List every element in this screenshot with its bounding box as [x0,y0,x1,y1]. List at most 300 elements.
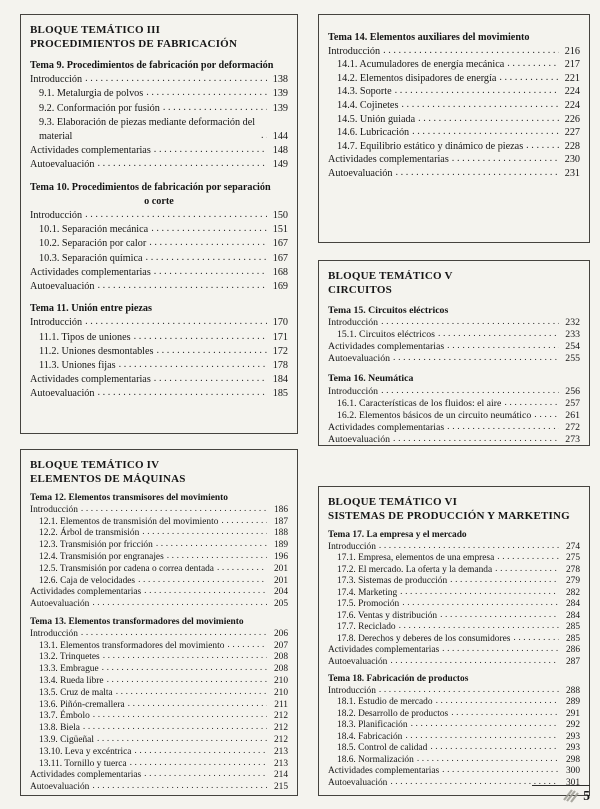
dot-leader [442,644,559,656]
dot-leader [381,385,559,397]
dot-leader [98,157,268,171]
toc-entry-page: 169 [272,281,288,293]
dot-leader [92,781,267,793]
toc-entry-page: 178 [272,360,288,372]
toc-entry-page: 185 [272,388,288,400]
toc-entry-page: 207 [273,640,288,651]
toc-entry [30,116,288,144]
toc-entry-page: 216 [564,45,580,57]
toc-entry-label: 12.4. Transmisión por engranajes [39,551,164,562]
toc-entry-page: 211 [274,699,288,710]
toc-entry [30,345,288,359]
toc-entry-page: 189 [273,540,288,551]
toc-entry [30,87,288,101]
toc-entry-label: 14.5. Unión guiada [337,113,416,125]
toc-entry [328,657,580,669]
toc-entry-page: 167 [272,238,288,250]
toc-entry-label: 17.3. Sistemas de producción [337,576,448,586]
toc-entry-page: 256 [565,385,580,397]
toc-entry-label: 12.3. Transmisión por fricción [39,540,153,551]
toc-entry-label: 11.3. Uniones fijas [39,360,116,372]
bloque-header-line: PROCEDIMIENTOS DE FABRICACIÓN [30,38,238,50]
dot-leader [138,575,267,587]
toc-entry-label: 17.7. Reciclado [337,622,396,632]
tema-title-line: Tema 16. Neumática [328,373,414,385]
dot-leader [507,57,559,71]
toc-entry-label: 18.1. Estudio de mercado [337,697,433,707]
toc-entry-label: 17.1. Empresa, elementos de una empresa [337,553,495,563]
dot-leader [499,71,559,85]
dot-leader [411,719,559,731]
bloque-box-vi [318,486,590,796]
toc-entry-label: Actividades complementarias [328,766,440,776]
toc-entry-label: 13.11. Tornillo y tuerca [39,758,127,769]
toc-entry-label: 17.6. Ventas y distribución [337,610,438,621]
dot-leader [156,539,267,551]
toc-entry-page: 286 [565,645,580,655]
dot-leader [379,685,559,697]
toc-entry-label: Autoevaluación [328,656,388,667]
toc-entry-page: 292 [565,720,580,730]
toc-entry [30,102,288,116]
dot-leader [534,409,559,421]
dot-leader [418,112,559,126]
toc-entry-label: Autoevaluación [328,353,391,365]
toc-entry-label: 13.5. Cruz de malta [39,687,113,698]
toc-entry-page: 172 [272,345,288,357]
toc-entry-page: 284 [565,610,580,621]
toc-entry [328,353,580,365]
toc-entry [328,45,580,59]
tema-section [30,59,288,173]
tema-title [30,59,288,73]
dot-leader [81,504,267,516]
dot-leader [451,708,559,720]
toc-entry-page: 224 [564,99,580,111]
tema-section [328,373,580,446]
toc-entry-page: 212 [273,723,288,734]
dot-leader [400,587,559,599]
toc-entry [328,140,580,154]
dot-leader [134,746,267,758]
toc-entry-page: 254 [565,341,580,353]
dot-leader [144,586,267,598]
dot-leader [98,279,268,293]
toc-entry-page: 255 [565,353,580,365]
toc-entry-label: 13.1. Elementos transformadores del movimiento [39,640,225,651]
bloque-header [328,495,580,523]
toc-entry-page: 204 [273,587,288,598]
toc-entry-page: 233 [565,329,580,341]
toc-entry-label: 11.2. Uniones desmontables [39,345,154,357]
tema-title-line: o corte [144,195,174,207]
toc-entry-page: 149 [272,159,288,171]
tema-section [30,181,288,295]
toc-entry-page: 201 [273,575,288,586]
toc-entry-label: 14.7. Equilibrio estático y dinámico de piezas [337,140,524,152]
toc-entry-page: 196 [273,551,288,562]
dot-leader [130,758,267,770]
dot-leader [107,675,267,687]
bloque-box-v [318,260,590,446]
toc-entry-label: 17.5. Promoción [337,599,400,609]
dot-leader [393,352,559,364]
toc-entry-label: 11.1. Tipos de uniones [39,331,131,343]
toc-entry-page: 208 [273,664,288,675]
tema-title-line: Tema 9. Procedimientos de fabricación por deformación [30,60,274,71]
toc-entry-label: 12.1. Elementos de transmisión del movimiento [39,516,219,527]
toc-entry-label: 13.8. Biela [39,723,80,734]
toc-entry-label: 17.8. Derechos y deberes de los consumidores [337,633,511,644]
dot-leader [447,421,559,433]
toc-entry-label: Autoevaluación [328,777,388,788]
dot-leader [163,101,267,115]
toc-entry-label: 14.3. Soporte [337,86,392,98]
dot-leader [399,621,559,633]
dot-leader [144,769,267,781]
toc-entry [30,144,288,158]
dot-leader [134,330,267,344]
toc-entry-label: 14.4. Cojinetes [337,99,399,111]
toc-entry-page: 144 [272,131,288,143]
tema-title-line: Tema 10. Procedimientos de fabricación por separación [30,181,271,193]
toc-entry [30,331,288,345]
toc-entry-label: 14.1. Acumuladores de energía mecánica [337,59,505,71]
toc-entry-label: 9.3. Elaboración de piezas mediante deformación del material [39,116,256,143]
toc-entry-page: 293 [565,731,580,742]
dot-leader [146,86,267,100]
bloque-header-line: BLOQUE TEMÁTICO III [30,24,161,36]
dot-leader [154,265,267,279]
toc-entry [328,113,580,127]
toc-entry-page: 282 [565,587,580,598]
dot-leader [405,731,559,743]
dot-leader [412,125,559,139]
toc-entry-page: 288 [565,685,580,696]
toc-entry-label: Introducción [328,317,379,329]
dot-leader [442,765,559,777]
toc-entry [30,359,288,373]
toc-entry-page: 273 [565,433,580,445]
toc-entry-label: 12.2. Árbol de transmisión [39,528,140,539]
toc-entry-label: Introducción [30,504,78,515]
toc-entry-page: 300 [565,766,580,776]
toc-entry-label: Introducción [328,45,381,57]
toc-entry-page: 184 [272,374,288,386]
toc-entry-page: 279 [565,576,580,586]
toc-entry-label: 12.6. Caja de velocidades [39,575,136,586]
decorative-mark-icon [562,788,580,803]
toc-entry-page: 171 [272,331,288,343]
toc-entry-page: 188 [273,528,288,539]
dot-leader [85,208,267,222]
dot-leader [154,372,267,386]
toc-entry-page: 210 [273,687,288,698]
dot-leader [396,166,560,180]
dot-leader [495,564,559,576]
toc-entry-label: 10.3. Separación química [39,252,143,264]
toc-entry [328,126,580,140]
dot-leader [513,633,559,645]
dot-leader [430,742,559,754]
toc-entry-label: Autoevaluación [30,281,95,293]
toc-entry-page: 284 [565,599,580,609]
toc-entry-label: Introducción [328,541,376,552]
tema-title-line: Tema 11. Unión entre piezas [30,303,152,315]
toc-entry-label: 12.5. Transmisión por cadena o correa dentada [39,563,214,574]
dot-leader [440,610,559,622]
toc-entry [328,58,580,72]
page-footer [532,785,590,803]
toc-entry-page: 293 [565,743,580,753]
toc-entry-label: 16.2. Elementos básicos de un circuito neumático [337,409,532,421]
toc-entry-page: 205 [273,599,288,610]
toc-entry-label: 13.7. Émbolo [39,711,90,722]
toc-entry-page: 285 [565,633,580,644]
bloque-box-iv [20,449,298,796]
bloque-header-line: BLOQUE TEMÁTICO IV [30,459,160,471]
toc-entry [30,373,288,387]
toc-entry-page: 230 [564,154,580,166]
toc-entry-page: 298 [565,754,580,765]
tema-title-line: Tema 15. Circuitos eléctricos [328,305,449,316]
toc-entry-label: 18.3. Planificación [337,720,408,730]
tema-title [30,181,288,209]
tema-title-line: Tema 13. Elementos transformadores del movimiento [30,616,244,627]
dot-leader [217,563,267,575]
toc-entry-page: 291 [565,708,580,719]
toc-entry-page: 228 [564,140,580,152]
dot-leader [103,651,267,663]
toc-entry-label: Actividades complementarias [328,154,449,166]
dot-leader [402,598,559,610]
tema-title-line: Tema 14. Elementos auxiliares del movimiento [328,32,530,43]
toc-entry [30,209,288,223]
dot-leader [417,754,559,766]
toc-entry [328,434,580,446]
toc-entry [30,599,288,611]
tema-section [328,31,580,181]
toc-entry-page: 232 [565,317,580,329]
toc-entry-label: Actividades complementarias [30,374,151,386]
tema-section [328,674,580,789]
toc-entry-page: 289 [565,697,580,707]
toc-entry [30,387,288,401]
toc-entry-page: 287 [565,656,580,667]
toc-entry-page: 139 [272,88,288,100]
toc-entry-label: Introducción [30,74,83,86]
toc-entry-label: Actividades complementarias [328,645,440,655]
toc-entry-label: Autoevaluación [30,388,95,400]
toc-entry-page: 148 [272,145,288,157]
toc-entry-label: 13.2. Trinquetes [39,652,100,663]
toc-entry-label: 18.5. Control de calidad [337,743,428,753]
toc-entry [328,72,580,86]
bloque-header-line: CIRCUITOS [328,284,392,296]
tema-section [30,617,288,794]
dot-leader [381,316,559,328]
toc-entry [30,266,288,280]
toc-entry [30,316,288,330]
toc-entry-label: 13.10. Leva y excéntrica [39,746,132,757]
toc-entry-page: 275 [565,553,580,563]
toc-entry-label: 14.6. Lubricación [337,127,410,139]
dot-leader [504,397,559,409]
toc-entry-label: 13.3. Embrague [39,664,99,675]
toc-entry-label: 18.4. Fabricación [337,731,403,742]
toc-entry-label: Autoevaluación [30,599,90,610]
toc-entry-page: 212 [273,734,288,745]
dot-leader [146,251,267,265]
dot-leader [447,340,559,352]
dot-leader [119,358,267,372]
toc-entry [328,167,580,181]
toc-entry-label: Introducción [328,685,376,696]
dot-leader [85,315,267,329]
dot-leader [526,139,559,153]
toc-entry-page: 272 [565,421,580,433]
toc-entry-page: 150 [272,210,288,222]
dot-leader [149,236,267,250]
toc-entry [30,280,288,294]
tema-title-line: Tema 12. Elementos transmisores del movimiento [30,493,228,503]
dot-leader [92,598,267,610]
tema-section [328,305,580,365]
dot-leader [151,222,267,236]
dot-leader [154,143,267,157]
toc-entry-page: 138 [272,74,288,86]
dot-leader [93,710,267,722]
bloque-header-line: SISTEMAS DE PRODUCCIÓN Y MARKETING [328,510,570,522]
toc-entry-page: 208 [273,652,288,663]
toc-entry-label: 13.9. Cigüeñal [39,734,94,745]
toc-entry-page: 212 [273,711,288,722]
dot-leader [102,663,267,675]
toc-entry-label: 10.2. Separación por calor [39,238,147,250]
toc-entry-page: 201 [273,563,288,574]
toc-entry-label: Actividades complementarias [328,341,445,353]
toc-entry-page: 186 [273,504,288,515]
toc-entry [328,153,580,167]
dot-leader [379,541,559,553]
dot-leader [436,696,559,708]
bloque-header-line: ELEMENTOS DE MÁQUINAS [30,473,186,485]
toc-entry-page: 231 [564,167,580,179]
toc-entry-page: 285 [565,622,580,632]
toc-entry-label: Introducción [30,628,78,639]
toc-entry-label: 13.6. Piñón-cremallera [39,699,125,710]
tema-title-line: Tema 17. La empresa y el mercado [328,530,467,540]
toc-entry-label: 10.1. Separación mecánica [39,224,149,236]
toc-entry-label: Actividades complementarias [30,587,142,598]
toc-entry-page: 170 [272,317,288,329]
toc-entry-page: 257 [565,397,580,409]
dot-leader [450,575,559,587]
tema-section [30,302,288,401]
toc-entry-page: 210 [273,675,288,686]
bloque-header [328,269,580,297]
toc-entry-label: Actividades complementarias [30,266,151,278]
bloque-header-line: BLOQUE TEMÁTICO VI [328,496,458,508]
toc-entry-label: Autoevaluación [328,167,393,179]
toc-entry-label: 18.2. Desarrollo de productos [337,708,449,719]
dot-leader [395,84,559,98]
toc-entry [30,223,288,237]
toc-entry-label: 17.4. Marketing [337,587,398,598]
dot-leader [81,628,267,640]
toc-entry-label: 15.1. Circuitos eléctricos [337,329,435,341]
toc-entry-page: 187 [273,516,288,527]
toc-entry-page: 139 [272,102,288,114]
tema-title-line: Tema 18. Fabricación de productos [328,674,469,684]
toc-entry [30,782,288,794]
dot-leader [497,552,559,564]
toc-entry [30,158,288,172]
toc-entry-page: 224 [564,86,580,98]
toc-entry-page: 206 [273,628,288,639]
dot-leader [85,72,267,86]
toc-entry-label: Actividades complementarias [30,770,142,781]
toc-entry-page: 214 [273,770,288,781]
toc-entry [30,237,288,251]
toc-entry-page: 261 [565,409,580,421]
toc-entry-label: Actividades complementarias [328,421,445,433]
bloque-header [30,23,288,51]
toc-entry-label: 9.1. Metalurgia de polvos [39,88,144,100]
toc-entry-page: 213 [273,758,288,769]
dot-leader [97,734,267,746]
dot-leader [227,640,267,652]
toc-entry-page: 301 [565,777,580,788]
toc-entry-page: 168 [272,266,288,278]
dot-leader [142,527,267,539]
tema-section [328,530,580,668]
tema-section [30,493,288,611]
toc-entry-label: Actividades complementarias [30,145,151,157]
toc-entry-page: 215 [273,782,288,793]
dot-leader [383,44,559,58]
bloque-header [30,458,288,486]
tema-14-box [318,14,590,243]
tema-title [30,302,288,316]
toc-entry-label: Autoevaluación [328,433,391,445]
dot-leader [393,433,559,445]
bloque-box-iii [20,14,298,434]
toc-entry [30,73,288,87]
toc-entry-label: 16.1. Características de los fluidos: el aire [337,397,502,409]
toc-entry-label: Introducción [30,210,83,222]
dot-leader [83,722,267,734]
dot-leader [116,687,267,699]
toc-entry-page: 221 [564,72,580,84]
toc-entry [328,99,580,113]
dot-leader [98,386,268,400]
toc-entry-label: 17.2. El mercado. La oferta y la demanda [337,564,493,575]
toc-entry-page: 226 [564,113,580,125]
bloque-header-line: BLOQUE TEMÁTICO V [328,270,453,282]
dot-leader [157,344,268,358]
toc-entry-page: 278 [565,564,580,575]
dot-leader [401,98,559,112]
toc-entry-page: 151 [272,224,288,236]
toc-entry [30,252,288,266]
dot-leader [128,699,267,711]
toc-entry-label: Introducción [30,317,83,329]
toc-entry-page: 213 [273,746,288,757]
dot-leader [261,129,267,143]
toc-entry-page: 167 [272,252,288,264]
toc-entry-page: 274 [565,541,580,552]
